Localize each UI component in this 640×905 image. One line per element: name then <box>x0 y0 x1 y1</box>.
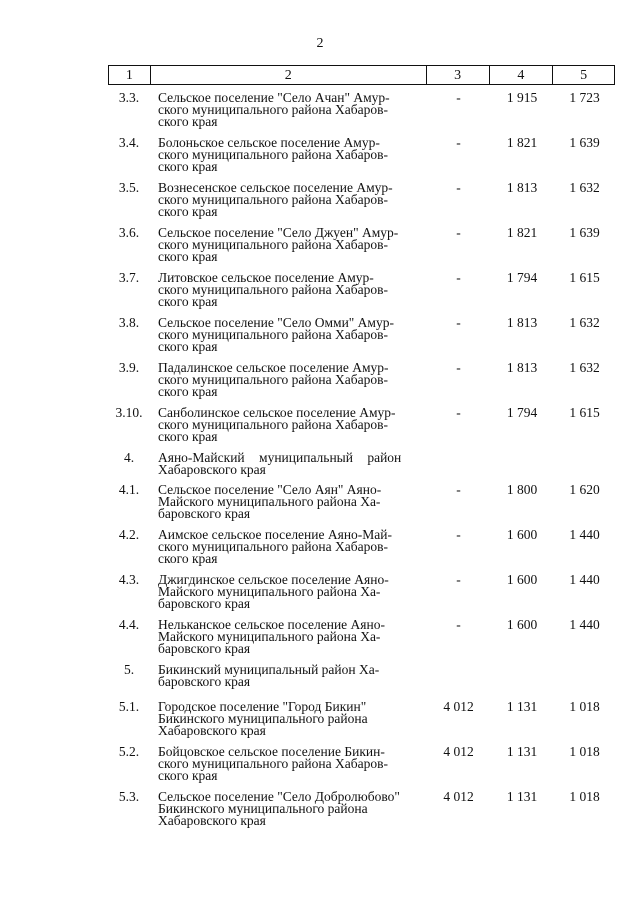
value-c5: 1 615 <box>569 270 600 285</box>
row-number: 3.10. <box>115 405 143 420</box>
settlement-name-line: Джигдинское сельское поселение Аяно- <box>158 572 389 587</box>
settlement-name-line: ского края <box>158 384 218 399</box>
settlement-name-line: баровского края <box>158 506 251 521</box>
settlement-name-line: Бикинского муниципального района <box>158 711 368 726</box>
row-number: 5. <box>123 662 135 677</box>
settlement-name-line: Санболинское сельское поселение Амур- <box>158 405 396 420</box>
table-row <box>108 407 615 452</box>
value-c5: 1 632 <box>569 360 600 375</box>
settlement-name-line: Литовское сельское поселение Амур- <box>158 270 374 285</box>
header-col-1: 1 <box>109 66 151 84</box>
settlement-name <box>150 272 427 317</box>
settlement-name <box>150 407 427 452</box>
table-row <box>108 272 615 317</box>
settlement-name-line: ского края <box>158 339 218 354</box>
table-row <box>108 362 615 407</box>
settlement-name-line: Бикинский муниципальный район Ха- <box>158 662 380 677</box>
value-c3: - <box>456 360 461 375</box>
settlement-name <box>150 529 427 574</box>
settlement-name-line: Бойцовское сельское поселение Бикин- <box>158 744 385 759</box>
value-c4: 1 813 <box>506 315 538 330</box>
settlement-name <box>150 701 427 746</box>
settlement-name-line: Городское поселение "Город Бикин" <box>158 699 367 714</box>
value-c4: 1 821 <box>506 225 538 240</box>
value-c5: 1 632 <box>569 315 600 330</box>
value-c3: - <box>456 405 461 420</box>
settlement-name-line: баровского края <box>158 641 251 656</box>
value-c5: 1 440 <box>569 527 600 542</box>
row-number: 3.4. <box>118 135 140 150</box>
value-c3 <box>427 452 490 484</box>
value-c5: 1 615 <box>569 405 600 420</box>
value-c4 <box>490 452 554 484</box>
value-c3: - <box>456 225 461 240</box>
value-c4: 1 800 <box>506 482 538 497</box>
row-number: 4.3. <box>118 572 140 587</box>
page-number: 2 <box>316 36 324 51</box>
value-c5: 1 620 <box>569 482 600 497</box>
table-row <box>108 529 615 574</box>
settlement-name-line: Сельское поселение "Село Ачан" Амур- <box>158 90 390 105</box>
settlement-name-line: ского муниципального района Хабаров- <box>158 417 388 432</box>
value-c4: 1 131 <box>506 699 538 714</box>
row-number: 3.9. <box>118 360 140 375</box>
settlement-name-line: Аяно-Майский муниципальный район <box>158 450 402 465</box>
row-number: 4.1. <box>118 482 140 497</box>
settlement-name-line: Хабаровского края <box>158 462 266 477</box>
value-c5: 1 632 <box>569 180 600 195</box>
table-row <box>108 484 615 529</box>
table-row <box>108 92 615 137</box>
table-row <box>108 746 615 791</box>
settlement-name-line: Хабаровского края <box>158 813 266 828</box>
value-c5 <box>554 452 615 484</box>
settlement-name-line: ского муниципального района Хабаров- <box>158 282 388 297</box>
value-c5: 1 018 <box>569 789 600 804</box>
settlement-name-line: ского муниципального района Хабаров- <box>158 237 388 252</box>
table-row <box>108 137 615 182</box>
settlement-name-line: ского края <box>158 204 218 219</box>
table-header <box>108 65 615 85</box>
settlement-name-line: Сельское поселение "Село Джуен" Амур- <box>158 225 399 240</box>
table-row <box>108 227 615 272</box>
settlement-name <box>150 484 427 529</box>
settlement-name-line: Вознесенское сельское поселение Амур- <box>158 180 393 195</box>
value-c4: 1 131 <box>506 789 538 804</box>
value-c5: 1 639 <box>569 225 600 240</box>
settlement-name-line: баровского края <box>158 674 251 689</box>
settlement-name <box>150 574 427 619</box>
settlement-name-line: ского муниципального района Хабаров- <box>158 327 388 342</box>
row-number: 3.7. <box>118 270 140 285</box>
header-col-2: 2 <box>151 66 427 84</box>
settlement-name-line: Хабаровского края <box>158 723 266 738</box>
settlement-name-line: ского края <box>158 249 218 264</box>
value-c5 <box>554 664 615 701</box>
value-c4: 1 821 <box>506 135 538 150</box>
row-number: 3.6. <box>118 225 140 240</box>
settlement-name <box>150 227 427 272</box>
header-col-3: 3 <box>427 66 490 84</box>
settlement-name-line: Болоньское сельское поселение Амур- <box>158 135 380 150</box>
settlement-name-line: Майского муниципального района Ха- <box>158 629 381 644</box>
table-section-row <box>108 664 615 701</box>
value-c5: 1 018 <box>569 699 600 714</box>
table-row <box>108 791 615 836</box>
value-c4: 1 600 <box>506 572 538 587</box>
value-c3: - <box>456 180 461 195</box>
settlement-name-line: ского края <box>158 114 218 129</box>
settlement-name-line: ского края <box>158 768 218 783</box>
value-c3 <box>427 664 490 701</box>
row-number: 3.5. <box>118 180 140 195</box>
settlement-name-line: ского края <box>158 294 218 309</box>
row-number: 4.4. <box>118 617 140 632</box>
value-c3: - <box>456 572 461 587</box>
row-number: 5.1. <box>118 699 140 714</box>
table-row <box>108 317 615 362</box>
value-c3: 4 012 <box>443 789 474 804</box>
value-c5: 1 723 <box>569 90 600 105</box>
settlement-name <box>150 317 427 362</box>
settlement-name <box>150 791 427 836</box>
value-c5: 1 440 <box>569 572 600 587</box>
value-c5: 1 639 <box>569 135 600 150</box>
value-c4: 1 600 <box>506 527 538 542</box>
settlement-name-line: ского муниципального района Хабаров- <box>158 192 388 207</box>
value-c4: 1 794 <box>506 405 538 420</box>
row-number: 3.3. <box>118 90 140 105</box>
settlement-name-line: Аимское сельское поселение Аяно-Май- <box>158 527 393 542</box>
value-c4: 1 915 <box>506 90 538 105</box>
value-c3: 4 012 <box>443 699 474 714</box>
settlement-name-line: баровского края <box>158 596 251 611</box>
row-number: 4.2. <box>118 527 140 542</box>
table-section-row <box>108 452 615 484</box>
settlement-name-line: Падалинское сельское поселение Амур- <box>158 360 389 375</box>
value-c4: 1 813 <box>506 180 538 195</box>
settlement-name <box>150 362 427 407</box>
settlement-name-line: ского муниципального района Хабаров- <box>158 539 388 554</box>
value-c4: 1 600 <box>506 617 538 632</box>
table-body <box>108 92 615 836</box>
value-c4: 1 813 <box>506 360 538 375</box>
value-c4 <box>490 664 554 701</box>
settlement-name-line: ского муниципального района Хабаров- <box>158 147 388 162</box>
value-c4: 1 794 <box>506 270 538 285</box>
settlement-name <box>150 182 427 227</box>
value-c4: 1 131 <box>506 744 538 759</box>
settlement-name-line: Бикинского муниципального района <box>158 801 368 816</box>
table-row <box>108 574 615 619</box>
settlement-name-line: ского муниципального района Хабаров- <box>158 102 388 117</box>
settlement-name <box>150 452 427 484</box>
row-number: 4. <box>123 450 135 465</box>
settlement-name <box>150 746 427 791</box>
value-c3: - <box>456 315 461 330</box>
settlement-name <box>150 137 427 182</box>
header-col-5: 5 <box>580 68 588 83</box>
settlement-name-line: Нельканское сельское поселение Аяно- <box>158 617 385 632</box>
settlement-name-line: ского муниципального района Хабаров- <box>158 372 388 387</box>
value-c3: 4 012 <box>443 744 474 759</box>
row-number: 5.2. <box>118 744 140 759</box>
value-c3: - <box>456 482 461 497</box>
table-row <box>108 701 615 746</box>
value-c3: - <box>456 135 461 150</box>
table-row <box>108 619 615 664</box>
value-c3: - <box>456 617 461 632</box>
settlement-name <box>150 664 427 701</box>
value-c5: 1 440 <box>569 617 600 632</box>
value-c5: 1 018 <box>569 744 600 759</box>
settlement-name-line: ского края <box>158 551 218 566</box>
settlement-name-line: ского края <box>158 159 218 174</box>
value-c3: - <box>456 90 461 105</box>
row-number: 5.3. <box>118 789 140 804</box>
header-col-4: 4 <box>490 66 554 84</box>
settlement-name-line: ского края <box>158 429 218 444</box>
settlement-name-line: Сельское поселение "Село Омми" Амур- <box>158 315 394 330</box>
settlement-name-line: Майского муниципального района Ха- <box>158 584 381 599</box>
settlement-name-line: Сельское поселение "Село Аян" Аяно- <box>158 482 382 497</box>
value-c3: - <box>456 270 461 285</box>
row-number: 3.8. <box>118 315 140 330</box>
settlement-name-line: Сельское поселение "Село Добролюбово" <box>158 789 400 804</box>
settlement-name-line: ского муниципального района Хабаров- <box>158 756 388 771</box>
settlement-name <box>150 619 427 664</box>
settlement-name <box>150 92 427 137</box>
value-c3: - <box>456 527 461 542</box>
table-row <box>108 182 615 227</box>
settlement-name-line: Майского муниципального района Ха- <box>158 494 381 509</box>
